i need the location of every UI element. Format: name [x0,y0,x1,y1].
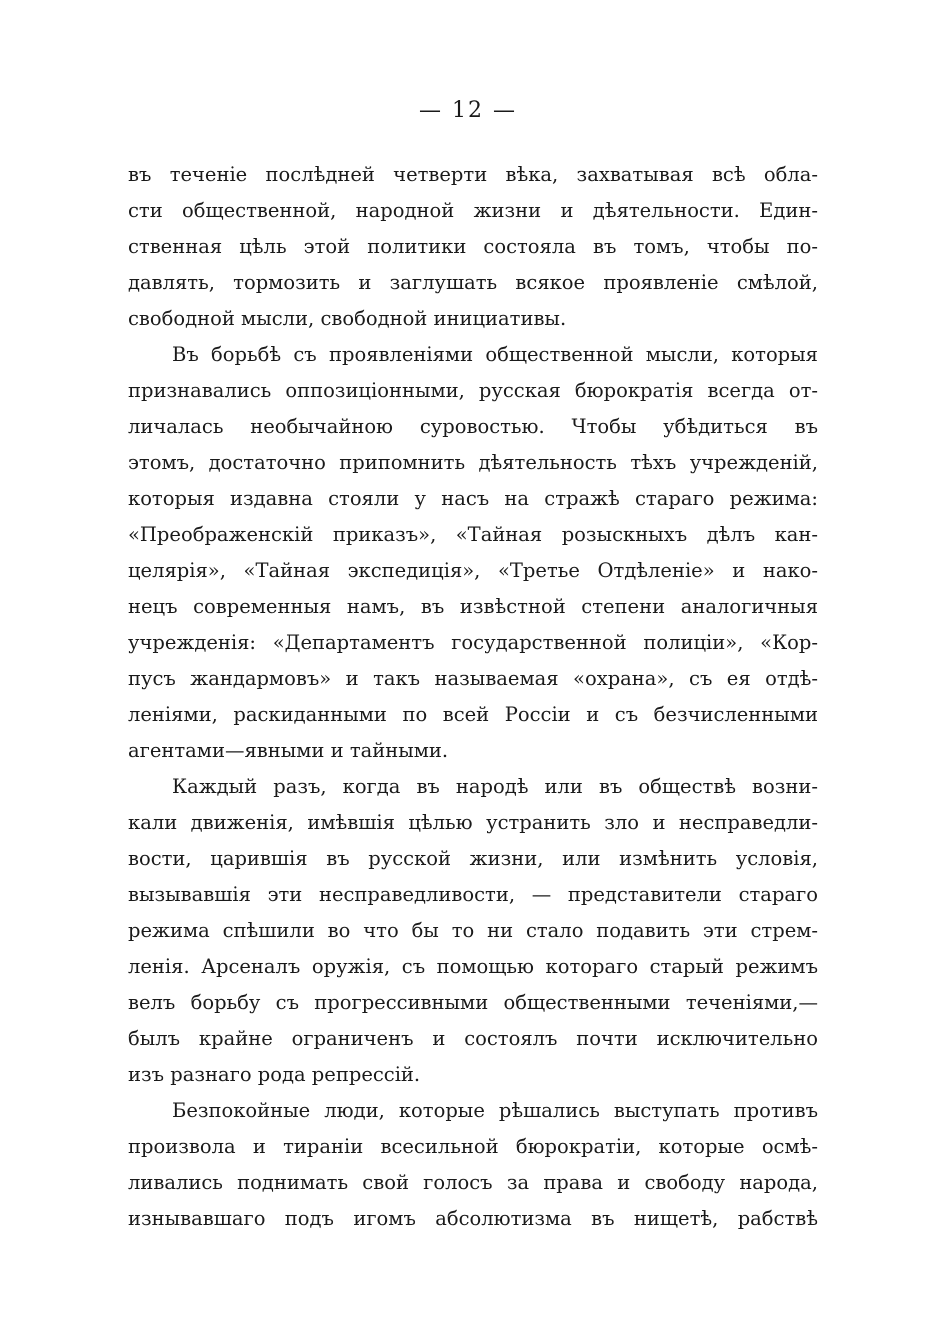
text-line: былъ крайне ограниченъ и состоялъ почти исключительно [128,1027,818,1050]
text-line: нецъ современныя намъ, въ извѣстной степени аналогичныя [128,595,818,618]
text-line: учрежденія: «Департаментъ государственной полиціи», «Кор- [128,631,818,654]
paragraph-3 [128,769,818,1093]
text-line: ственная цѣль этой политики состояла въ томъ, чтобы по- [128,235,818,258]
text-line: ленія. Арсеналъ оружія, съ помощью котораго старый режимъ [128,955,818,978]
text-line: «Преображенскій приказъ», «Тайная розыскныхъ дѣлъ кан- [128,523,818,546]
text-line: вызывавшія эти несправедливости, — представители стараго [128,883,818,906]
text-line: велъ борьбу съ прогрессивными общественными теченіями,— [128,991,818,1014]
text-line: давлять, тормозить и заглушать всякое проявленіе смѣлой, [128,271,818,294]
text-line: пусъ жандармовъ» и такъ называемая «охрана», съ ея отдѣ- [128,667,818,690]
text-line: въ теченіе послѣдней четверти вѣка, захватывая всѣ обла- [128,163,818,186]
text-line: ливались поднимать свой голосъ за права и свободу народа, [128,1171,818,1194]
text-line: агентами—явными и тайными. [128,739,449,762]
text-line: изнывавшаго подъ игомъ абсолютизма въ нищетѣ, рабствѣ [128,1207,818,1230]
text-line: Каждый разъ, когда въ народѣ или въ обществѣ возни- [172,775,818,798]
paragraph-1 [128,157,818,337]
body-text [128,157,818,1237]
page-number: — 12 — [419,98,517,123]
paragraph-4 [128,1093,818,1237]
text-line: этомъ, достаточно припомнить дѣятельность тѣхъ учрежденій, [128,451,818,474]
paragraph-2 [128,337,818,769]
text-line: леніями, раскиданными по всей Россіи и съ безчисленными [128,703,818,726]
text-line: сти общественной, народной жизни и дѣятельности. Един- [128,199,818,222]
text-line: кали движенія, имѣвшія цѣлью устранить зло и несправедли- [128,811,818,834]
text-line: Въ борьбѣ съ проявленіями общественной мысли, которыя [172,343,818,366]
text-line: Безпокойные люди, которые рѣшались выступать противъ [172,1099,818,1122]
text-line: свободной мысли, свободной инициативы. [128,307,567,330]
text-line: целярія», «Тайная экспедиція», «Третье Отдѣленіе» и нако- [128,559,818,582]
text-line: изъ разнаго рода репрессій. [128,1063,421,1086]
text-line: вости, царившія въ русской жизни, или измѣнить условія, [128,847,818,870]
text-line: произвола и тираніи всесильной бюрократіи, которые осмѣ- [128,1135,818,1158]
text-line: личалась необычайною суровостью. Чтобы убѣдиться въ [128,415,818,438]
text-line: которыя издавна стояли у насъ на стражѣ стараго режима: [128,487,818,510]
text-line: признавались оппозиціонными, русская бюрократія всегда от- [128,379,818,402]
text-line: режима спѣшили во что бы то ни стало подавить эти стрем- [128,919,818,942]
